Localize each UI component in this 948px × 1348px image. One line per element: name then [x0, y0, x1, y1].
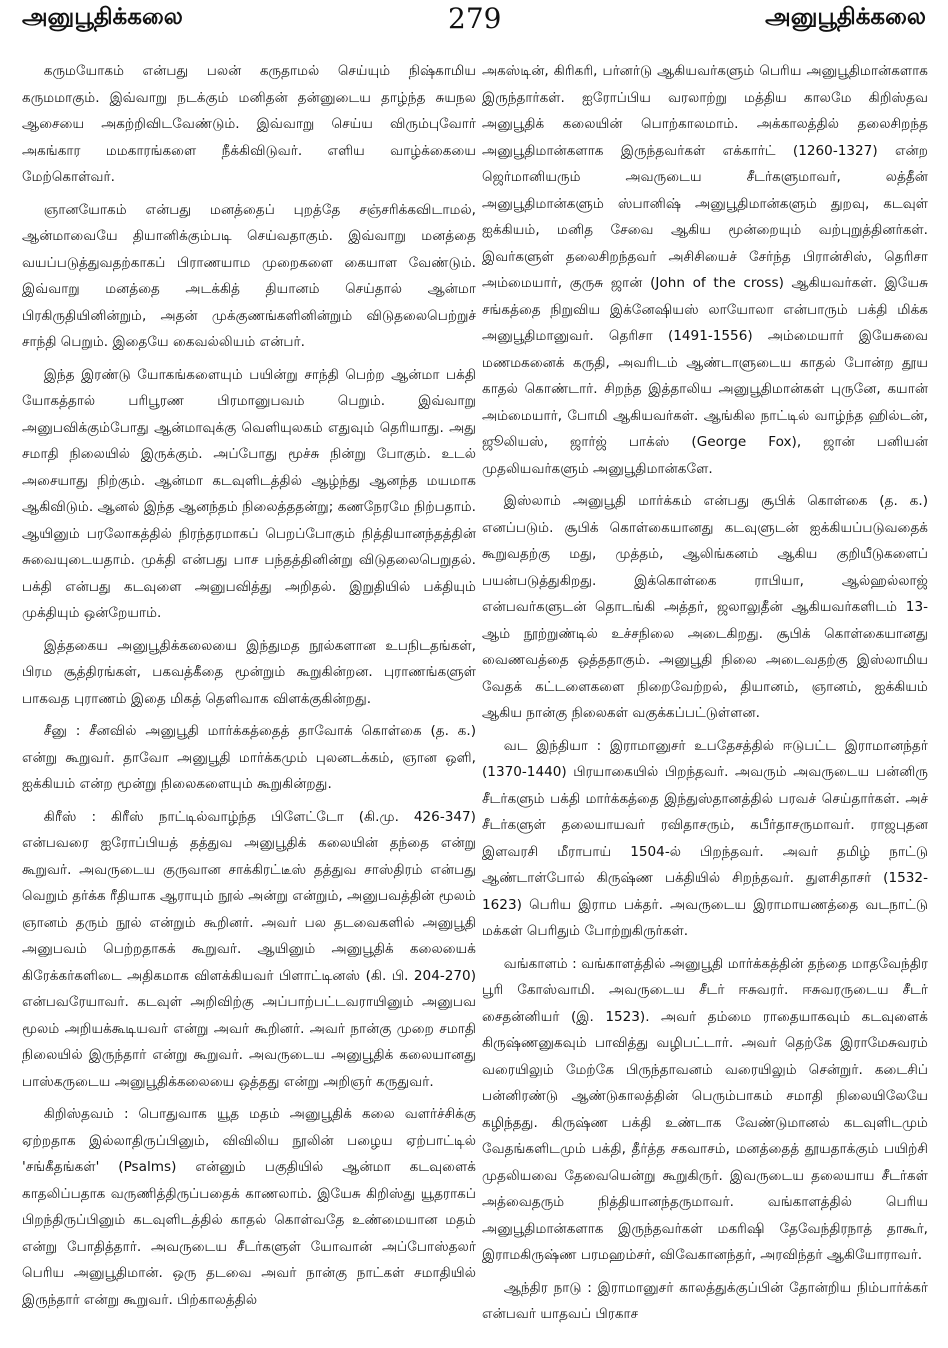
paragraph-bengal: வங்காளம் : வங்காளத்தில் அனுபூதி மார்க்கத்தின் தந்தை மாதவேந்திர பூரி கோஸ்வாமி. அவருடைய சீடர் ஈசுவரர். ஈசுவரருடைய சீடர் சைதன்னியர் (இ. 1523). அவர் தம்மை ராதையாகவும் கடவுளைக் கிருஷ்ணனுகவும் பாவித்து வழிபட்டார். அவர் தெற்கே இராமேசுவரம் வரையிலும் மேற்கே பிருந்தாவனம் வரையிலும் சென்றுர். கடைசிப் பன்னிரண்டு ஆண்டுகாலத்தின் பெரும்பாகம் சமாதி நிலையிலேயே கழிந்தது. கிருஷ்ண பக்தி உண்டாக வேண்டுமானல் கடவுளிடமும் வேதங்களிடமும் பக்தி, தீர்த்த சகவாசம், மனத்தைத் தூயதாக்கும் பயிற்சி முதலியவை தேவையென்று கூறுகிருர். இவருடைய தலையாய சீடர்கள் அத்வைதரும் நித்தியானந்தருமாவர். வங்காளத்தில் பெரிய அனுபூதிமான்களாக இருந்தவர்கள் மகரிஷி தேவேந்திரநாத் தாகூர், இராமகிருஷ்ண பரமஹம்சர், விவேகானந்தர், அரவிந்தர் ஆகியோராவர். [482, 955, 928, 1263]
running-title-right: அனுபூதிக்கலை [765, 4, 926, 30]
running-title-left: அனுபூதிக்கலை [22, 4, 183, 30]
paragraph-greece: கிரீஸ் : கிரீஸ் நாட்டில்வாழ்ந்த பிளேட்டோ (கி.மு. 426-347) என்பவரை ஐரோப்பியத் தத்துவ அனுபூதிக் கலையின் தந்தை என்று கூறுவர். அவருடைய குருவான சாக்கிரட்டீஸ் தத்துவ சாஸ்திரம் என்பது வெறும் தர்க்க ரீதியாக ஆராயும் நூல் அன்று என்றும், அனுபவத்தின் மூலம் ஞானம் தரும் நூல் என்றும் கூறினர். அவர் பல தடவைகளில் அனுபூதி அனுபவம் பெற்றதாகக் கூறுவர். ஆயினும் அனுபூதிக் கலையைக் கிரேக்கர்களிடை அதிகமாக விளக்கியவர் பிளாட்டினஸ் (கி. பி. 204-270) என்பவரேயாவர். கடவுள் அறிவிற்கு அப்பாற்பட்டவராயினும் அனுபவ மூலம் அறியக்கூடியவர் என்று அவர் கூறினர். அவர் நான்கு முறை சமாதி நிலையில் இருந்தார் என்று கூறுவர். அவருடைய அனுபூதிக் கலையானது பாஸ்கருடைய அனுபூதிக்கலையை ஒத்தது என்று அறிஞர் கருதுவர். [22, 808, 476, 1090]
paragraph-china: சீனு : சீனவில் அனுபூதி மார்க்கத்தைத் தாவோக் கொள்கை (த. க.) என்று கூறுவர். தாவோ அனுபூதி மார்க்கமும் புலனடக்கம், ஞான ஒளி, ஐக்கியம் என்ற மூன்று நிலைகளையும் கூறுகின்றது. [22, 723, 476, 792]
paragraph-north-india: வட இந்தியா : இராமானுசர் உபதேசத்தில் ஈடுபட்ட இராமானந்தர் (1370-1440) பிரயாகையில் பிறந்தவர். அவரும் அவருடைய பன்னிரு சீடர்களும் பக்தி மார்க்கத்தை இந்துஸ்தானத்தில் பரவச் செய்தார்கள். அச் சீடர்களுள் தலையாயவர் ரவிதாசரும், கபீர்தாசருமாவர். ராஜபுதன இளவரசி மீராபாய் 1504-ல் பிறந்தவர். அவர் தமிழ் நாட்டு ஆண்டாள்போல் கிருஷ்ண பக்தியில் சிறந்தவர். துளசிதாசர் (1532-1623) பெரிய இராம பக்தர். அவருடைய இராமாயணத்தை வடநாட்டு மக்கள் பெரிதும் போற்றுகிருர்கள். [482, 737, 928, 939]
paragraph-bhakti-yoga: இந்த இரண்டு யோகங்களையும் பயின்று சாந்தி பெற்ற ஆன்மா பக்தி யோகத்தால் பரிபூரண பிரமானுபவம் பெறும். இவ்வாறு அனுபவிக்கும்போது ஆன்மாவுக்கு வெளியுலகம் எதுவும் தெரியாது. அது சமாதி நிலையில் இருக்கும். அப்போது மூச்சு நின்று போகும். உடல் அசையாது நிற்கும். ஆன்மா கடவுளிடத்தில் ஆழ்ந்து ஆனந்த மயமாக ஆகிவிடும். ஆனல் இந்த ஆனந்தம் நிலைத்ததன்று; கணநேரமே நிற்பதாம். ஆயினும் பரலோகத்தில் நிரந்தரமாகப் பெறப்போகும் நித்தியானந்தத்தின் சுவையுடையதாம். முக்தி என்பது பாச பந்தத்தினின்று விடுதலைபெறுதல். பக்தி என்பது கடவுளை அனுபவித்து அறிதல். இறுதியில் பக்தியும் முக்தியும் ஒன்றேயாம். [22, 366, 476, 621]
left-column [22, 58, 476, 1340]
page-header [0, 0, 948, 46]
paragraph-christianity: கிறிஸ்தவம் : பொதுவாக யூத மதம் அனுபூதிக் கலை வளர்ச்சிக்கு ஏற்றதாக இல்லாதிருப்பினும், விவிலிய நூலின் பழைய ஏற்பாட்டில் 'சங்கீதங்கள்' (Psalms) என்னும் பகுதியில் ஆன்மா கடவுளைக் காதலிப்பதாக வருணித்திருப்பதைக் காணலாம். இயேசு கிறிஸ்து யூதராகப் பிறந்திருப்பினும் கடவுளிடத்தில் காதல் கொள்வதே உண்மையான மதம் என்று போதித்தார். அவருடைய சீடர்களுள் யோவான் அப்போஸ்தலர் பெரிய அனுபூதிமான். ஒரு தடவை அவர் நான்கு நாட்கள் சமாதியில் இருந்தார் என்று கூறுவர். பிற்காலத்தில் [22, 1106, 476, 1308]
right-column [482, 58, 928, 1340]
page-number: 279 [448, 2, 502, 35]
paragraph-hindu-texts: இத்தகைய அனுபூதிக்கலையை இந்துமத நூல்களான உபநிடதங்கள், பிரம சூத்திரங்கள், பகவத்கீதை மூன்றும் கூறுகின்றன. புராணங்களுள் பாகவத புராணம் இதை மிகத் தெளிவாக விளக்குகின்றது. [22, 637, 476, 707]
paragraph-andhra: ஆந்திர நாடு : இராமானுசர் காலத்துக்குப்பின் தோன்றிய நிம்பார்க்கர் என்பவர் யாதவப் பிரகாச [482, 1279, 928, 1322]
paragraph-islam: இஸ்லாம் அனுபூதி மார்க்கம் என்பது சூபிக் கொள்கை (த. க.) எனப்படும். சூபிக் கொள்கையானது கடவுளுடன் ஐக்கியப்படுவதைக் கூறுவதற்கு மது, முத்தம், ஆலிங்கனம் ஆகிய குறியீடுகளைப் பயன்படுத்துகிறது. இக்கொள்கை ராபியா, ஆல்ஹல்லாஜ் என்பவர்களுடன் தொடங்கி அத்தர், ஜலாலுதீன் ஆகியவர்களிடம் 13-ஆம் நூற்றுண்டில் உச்சநிலை அடைகிறது. சூபிக் கொள்கையானது வைணவத்தை ஒத்ததாகும். அனுபூதி நிலை அடைவதற்கு இஸ்லாமிய வேதக் கட்டளைகளை நிறைவேற்றல், தியானம், ஞானம், ஐக்கியம் ஆகிய நான்கு நிலைகள் வகுக்கப்பட்டுள்ளன. [482, 493, 928, 721]
paragraph-medieval-mystics: அகஸ்டின், கிரிகரி, பர்னர்டு ஆகியவர்களும் பெரிய அனுபூதிமான்களாக இருந்தார்கள். ஐரோப்பிய வரலாற்று மத்திய காலமே கிறிஸ்தவ அனுபூதிக் கலையின் பொற்காலமாம். அக்காலத்தில் தலைசிறந்த அனுபூதிமான்களாக இருந்தவர்கள் எக்கார்ட் (1260-1327) என்ற ஜெர்மானியரும் அவருடைய சீடர்களுமாவர், லத்தீன் அனுபூதிமான்களும் ஸ்பானிஷ் அனுபூதிமான்களும் துறவு, கடவுள் ஐக்கியம், மனித சேவை ஆகிய மூன்றையும் வற்புறுத்தினர்கள். இவர்களுள் தலைசிறந்தவர் அசிசியைச் சேர்ந்த பிரான்சிஸ், தெரிசா அம்மையார், குருசு ஜான் (John of the cross) ஆகியவர்கள். இயேசு சங்கத்தை நிறுவிய இக்னேஷியஸ் லாயோலா என்பாரும் பக்தி மிக்க அனுபூதிமானுவர். தெரிசா (1491-1556) அம்மையார் இயேசுவை மணமகனைக் கருதி, அவரிடம் ஆண்டாளுடைய காதல் போன்ற தூய காதல் கொண்டார். சிறந்த இத்தாலிய அனுபூதிமான்கள் புருனே, கயான் அம்மையார், போமி ஆகியவர்கள். ஆங்கில நாட்டில் வாழ்ந்த ஹில்டன், ஜூலியஸ், ஜார்ஜ் பாக்ஸ் (George Fox), ஜான் பனியன் முதலியவர்களும் அனுபூதிமான்களே. [482, 63, 928, 477]
paragraph-jnana-yoga: ஞானயோகம் என்பது மனத்தைப் புறத்தே சஞ்சரிக்கவிடாமல், ஆன்மாவையே தியானிக்கும்படி செய்வதாகும். இவ்வாறு மனத்தை வயப்படுத்துவதற்காகப் பிராணயாம முறைகளை கையாள வேண்டும். இவ்வாறு மனத்தை அடக்கித் தியானம் செய்தால் ஆன்மா பிரகிருதியினின்றும், அதன் முக்குணங்களினின்றும் விடுதலைபெற்றுச் சாந்தி பெறும். இதையே கைவல்லியம் என்பர். [22, 201, 476, 350]
paragraph-karma-yoga: கருமயோகம் என்பது பலன் கருதாமல் செய்யும் நிஷ்காமிய கருமமாகும். இவ்வாறு நடக்கும் மனிதன் தன்னுடைய தாழ்ந்த சுயநல ஆசையை அகற்றிவிடவேண்டும். இவ்வாறு செய்ய விரும்புவோர் அகங்கார மமகாரங்களை நீக்கிவிடுவர். எளிய வாழ்க்கையை மேற்கொள்வர். [22, 63, 476, 185]
